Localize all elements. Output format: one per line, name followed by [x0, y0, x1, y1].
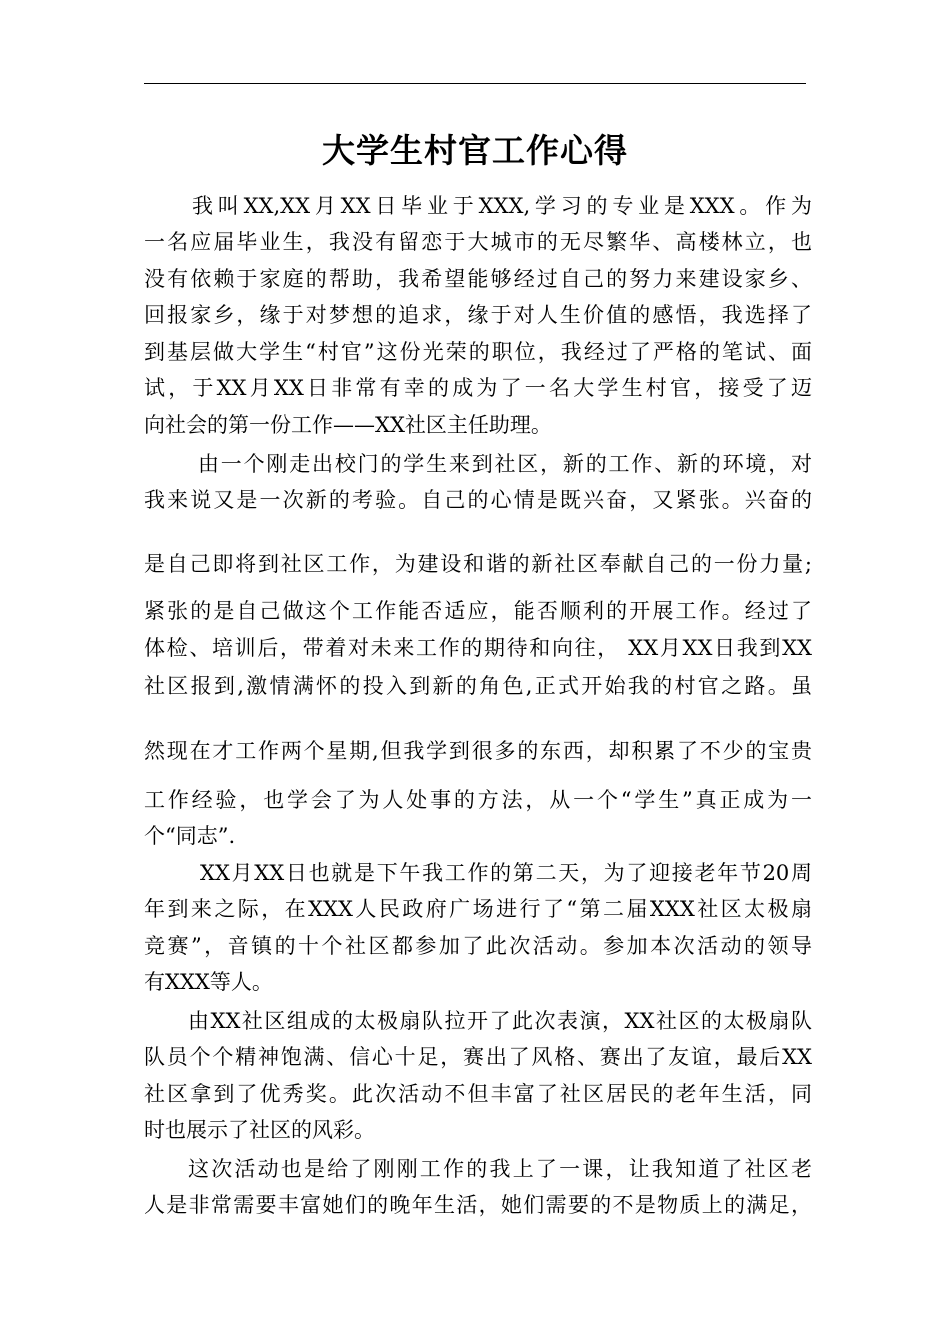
text-line: 时也展示了社区的风彩。	[144, 1118, 375, 1142]
text-line: XX月XX日也就是下午我工作的第二天，为了迎接老年节20周	[200, 861, 812, 885]
text-line: 由一个刚走出校门的学生来到社区，新的工作、新的环境，对	[198, 452, 812, 476]
document-title: 大学生村官工作心得	[322, 131, 628, 170]
text-line: 是自己即将到社区工作，为建设和谐的新社区奉献自己的一份力量;	[144, 552, 812, 576]
text-line: 然现在才工作两个星期,但我学到很多的东西，却积累了不少的宝贵	[144, 739, 812, 763]
text-line: 一名应届毕业生，我没有留恋于大城市的无尽繁华、高楼林立，也	[144, 230, 812, 254]
header-rule	[144, 83, 806, 84]
text-line: 试，于XX月XX日非常有幸的成为了一名大学生村官，接受了迈	[144, 376, 812, 400]
text-line: 由XX社区组成的太极扇队拉开了此次表演，XX社区的太极扇队	[188, 1009, 812, 1033]
text-line: 竞赛”，音镇的十个社区都参加了此次活动。参加本次活动的领导	[144, 934, 812, 958]
text-line: 向社会的第一份工作——XX社区主任助理。	[144, 413, 552, 437]
text-line: 个“同志”.	[144, 824, 236, 848]
text-line: 我来说又是一次新的考验。自己的心情是既兴奋，又紧张。兴奋的	[144, 488, 812, 512]
text-line: 有XXX等人。	[144, 970, 273, 994]
text-line: 体检、培训后，带着对未来工作的期待和向往， XX月XX日我到XX	[144, 636, 812, 660]
text-line: 到基层做大学生“村官”这份光荣的职位，我经过了严格的笔试、面	[144, 340, 812, 364]
text-line: 社区报到,激情满怀的投入到新的角色,正式开始我的村官之路。虽	[144, 674, 812, 698]
text-line: 队员个个精神饱满、信心十足，赛出了风格、赛出了友谊，最后XX	[144, 1045, 812, 1069]
text-line: 这次活动也是给了刚刚工作的我上了一课，让我知道了社区老	[188, 1157, 812, 1181]
text-line: 年到来之际，在XXX人民政府广场进行了“第二届XXX社区太极扇	[144, 897, 812, 921]
text-line: 我叫XX,XX月XX日毕业于XXX,学习的专业是XXX。作为	[192, 194, 812, 218]
text-line: 人是非常需要丰富她们的晚年生活，她们需要的不是物质上的满足，	[144, 1193, 812, 1217]
text-line: 社区拿到了优秀奖。此次活动不但丰富了社区居民的老年生活，同	[144, 1082, 812, 1106]
text-line: 紧张的是自己做这个工作能否适应，能否顺利的开展工作。经过了	[144, 599, 812, 623]
text-line: 没有依赖于家庭的帮助，我希望能够经过自己的努力来建设家乡、	[144, 267, 812, 291]
text-line: 工作经验，也学会了为人处事的方法，从一个“学生”真正成为一	[144, 788, 812, 812]
text-line: 回报家乡，缘于对梦想的追求，缘于对人生价值的感悟，我选择了	[144, 303, 812, 327]
